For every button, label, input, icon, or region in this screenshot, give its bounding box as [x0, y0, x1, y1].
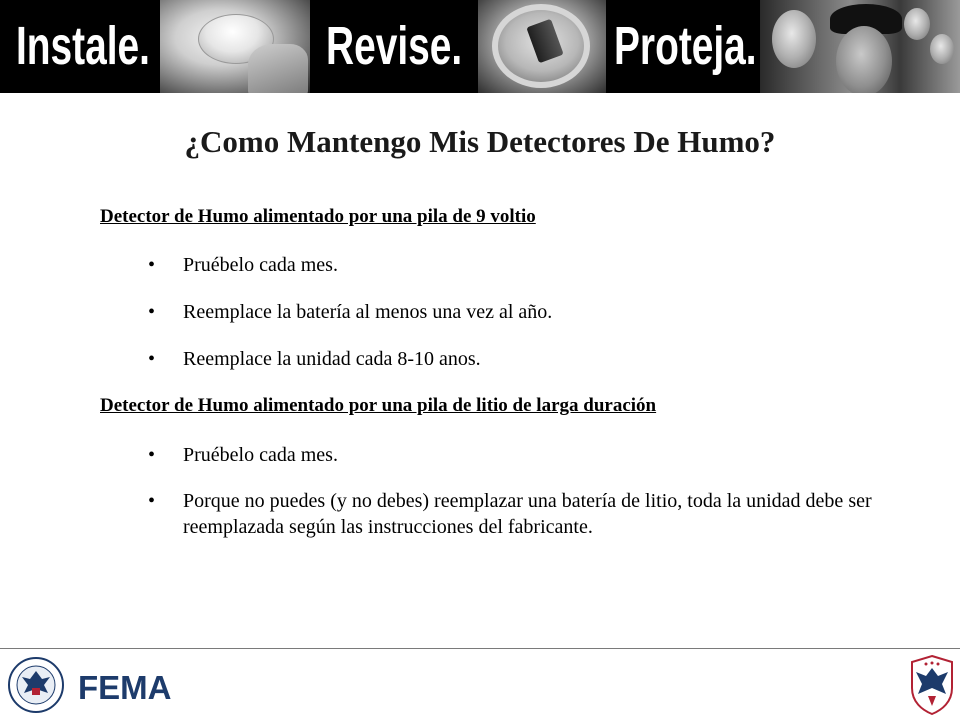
bullet-icon: •	[148, 301, 156, 323]
bullet-icon: •	[148, 348, 156, 370]
eagle-seal-icon	[908, 654, 956, 716]
banner-word-proteja: Proteja.	[614, 16, 757, 76]
banner-word-instale: Instale.	[16, 16, 150, 76]
list-item-text: Porque no puedes (y no debes) reemplazar una batería de litio, toda la unidad debe ser reemplazada según las instrucciones del fabricante.	[183, 490, 872, 538]
dhs-seal-icon	[8, 657, 64, 713]
list-item	[148, 252, 878, 278]
list-item	[148, 442, 878, 468]
adult-face-image	[930, 34, 954, 64]
list-item-text: Pruébelo cada mes.	[183, 254, 338, 276]
list-item-text: Reemplace la unidad cada 8-10 anos.	[183, 348, 481, 370]
list-item	[148, 299, 878, 325]
section-heading-lithium: Detector de Humo alimentado por una pila de litio de larga duración	[100, 395, 657, 416]
battery-photo	[478, 0, 606, 93]
banner-word-revise: Revise.	[326, 16, 463, 76]
fema-logo: FEMA	[78, 669, 172, 706]
firefighter-face-image	[836, 26, 892, 93]
list-item-text: Pruébelo cada mes.	[183, 444, 338, 466]
footer-divider	[0, 648, 960, 649]
list-item	[148, 346, 878, 372]
bullet-icon: •	[148, 444, 156, 466]
people-photo	[760, 0, 960, 93]
list-item	[148, 488, 878, 540]
smoke-detector-photo	[160, 0, 310, 93]
section-heading-9v: Detector de Humo alimentado por una pila de 9 voltio	[100, 206, 536, 227]
adult-face-image	[904, 8, 930, 40]
list-item-text: Reemplace la batería al menos una vez al año.	[183, 301, 553, 323]
bullet-icon: •	[148, 490, 156, 512]
bullet-icon: •	[148, 254, 156, 276]
header-banner	[0, 0, 960, 93]
page-title: ¿Como Mantengo Mis Detectores De Humo?	[184, 124, 776, 159]
hand-image	[248, 44, 308, 93]
child-face-image	[772, 10, 816, 68]
